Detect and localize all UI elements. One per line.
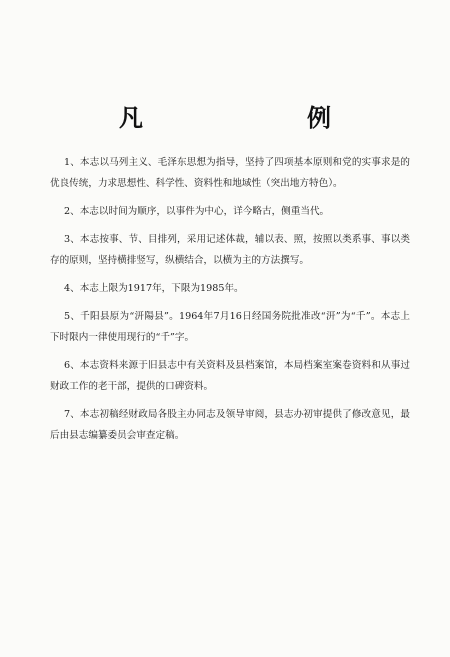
page-title: 凡 例 <box>119 103 401 132</box>
guideline-item-6: 6、本志资料来源于旧县志中有关资料及县档案馆，本局档案室案卷资料和从事过财政工作的老干部，提供的口碑资料。 <box>50 360 410 392</box>
guideline-item-1: 1、本志以马列主义、毛泽东思想为指导，坚持了四项基本原则和党的实事求是的优良传统，力求思想性、科学性、资料性和地域性（突出地方特色）。 <box>50 157 410 189</box>
guideline-item-2: 2、本志以时间为顺序，以事件为中心，详今略古，侧重当代。 <box>64 206 330 217</box>
guideline-item-3: 3、本志按事、节、目排列，采用记述体裁，辅以表、照，按照以类系事、事以类存的原则，坚持横排竖写，纵横结合，以横为主的方法撰写。 <box>50 234 410 266</box>
guideline-item-7: 7、本志初稿经财政局各股主办同志及领导审阅，县志办初审提供了修改意见，最后由县志编纂委员会审查定稿。 <box>50 409 410 441</box>
guideline-item-5: 5、千阳县原为“汧陽县”。1964年7月16日经国务院批准改“汧”为“千”。本志上下时限内一律使用现行的“千”字。 <box>50 311 410 343</box>
guidelines-body <box>50 152 410 453</box>
guideline-item-4: 4、本志上限为1917年，下限为1985年。 <box>64 283 244 294</box>
